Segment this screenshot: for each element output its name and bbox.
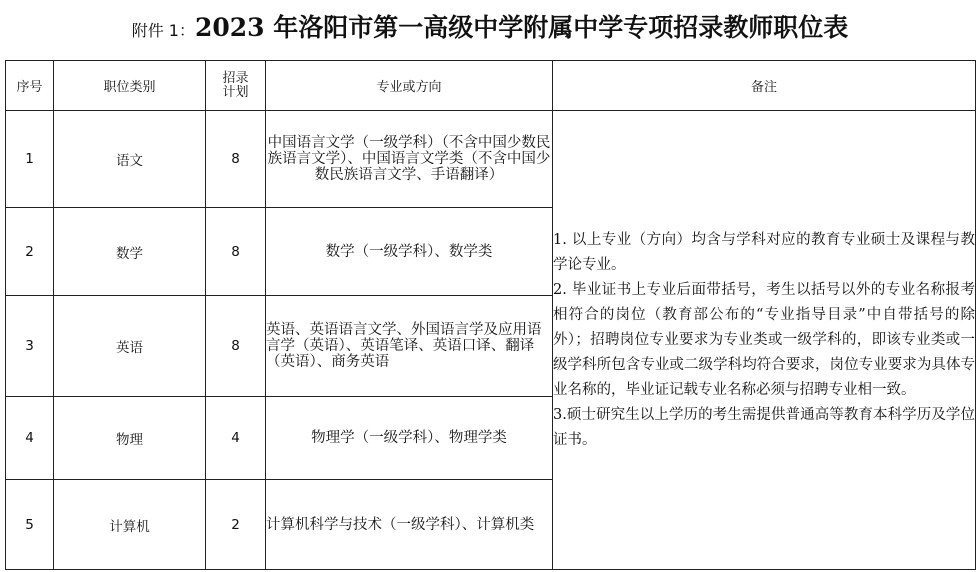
row-major: 物理学（一级学科）、物理学类 — [266, 397, 553, 480]
note-item: 2. 毕业证书上专业后面带括号，考生以括号以外的专业名称报考相符合的岗位（教育部公布的“专业指导目录”中自带括号的除外）；招聘岗位专业要求为专业类或一级学科的，即该专业类或一级学科所包含专业或二级学科均符合要求，岗位专业要求为具体专业名称的，毕业证记载专业名称必须与招聘专业相一致。 — [553, 281, 975, 398]
position-table — [5, 60, 976, 570]
header-row — [6, 61, 976, 111]
row-major: 中国语言文学（一级学科）（不含中国少数民族语言文学）、中国语言文学类（不含中国少数民族语言文学、手语翻译） — [266, 111, 553, 208]
row-plan: 8 — [206, 296, 266, 397]
note-item: 1. 以上专业（方向）均含与学科对应的教育专业硕士及课程与教学论专业。 — [553, 231, 975, 273]
row-category: 英语 — [54, 296, 206, 397]
attachment-label: 附件 1： — [131, 21, 195, 40]
row-category: 计算机 — [54, 480, 206, 570]
title-text: 2023 年洛阳市第一高级中学附属中学专项招录教师职位表 — [194, 13, 849, 42]
row-category: 语文 — [54, 111, 206, 208]
header-plan-line2: 计划 — [222, 84, 249, 100]
row-category: 数学 — [54, 208, 206, 296]
row-no: 1 — [6, 111, 54, 208]
row-no: 3 — [6, 296, 54, 397]
note-item: 3.硕士研究生以上学历的考生需提供普通高等教育本科学历及学位证书。 — [553, 406, 975, 448]
row-no: 2 — [6, 208, 54, 296]
row-plan: 4 — [206, 397, 266, 480]
header-no: 序号 — [6, 61, 54, 111]
header-major: 专业或方向 — [266, 61, 553, 111]
row-plan: 8 — [206, 208, 266, 296]
header-category: 职位类别 — [54, 61, 206, 111]
row-plan: 2 — [206, 480, 266, 570]
page-title — [0, 8, 980, 48]
row-category: 物理 — [54, 397, 206, 480]
row-major: 数学（一级学科）、数学类 — [266, 208, 553, 296]
row-plan: 8 — [206, 111, 266, 208]
header-note: 备注 — [553, 61, 976, 111]
row-no: 5 — [6, 480, 54, 570]
header-plan — [206, 61, 266, 111]
row-no: 4 — [6, 397, 54, 480]
table-row — [6, 111, 976, 208]
row-major: 计算机科学与技术（一级学科）、计算机类 — [266, 480, 553, 570]
row-major: 英语、英语语言文学、外国语言学及应用语言学（英语）、英语笔译、英语口译、翻译（英语）、商务英语 — [266, 296, 553, 397]
header-plan-line1: 招录 — [222, 70, 249, 86]
notes-cell — [553, 111, 976, 570]
